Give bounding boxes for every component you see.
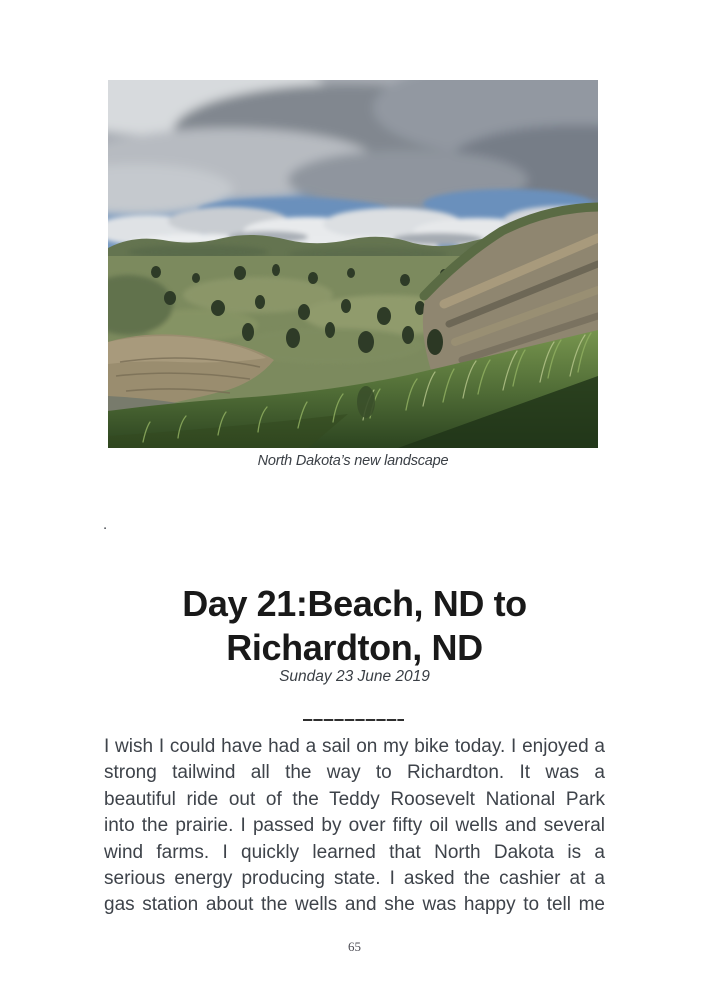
stray-period: . — [103, 516, 108, 533]
body-text-line: into the prairie. I passed by over fifty oil wells and several — [104, 815, 605, 837]
landscape-photo — [108, 80, 598, 448]
page-title-line-1: Day 21:Beach, ND to — [182, 583, 527, 624]
body-text-line: wind farms. I quickly learned that North Dakota is a — [104, 841, 605, 863]
body-text-line: beautiful ride out of the Teddy Roosevelt National Park — [104, 788, 605, 810]
article-date: Sunday 23 June 2019 — [279, 668, 430, 685]
landscape-photo-art — [108, 80, 598, 448]
page-title — [0, 582, 709, 670]
body-text-line: gas station about the wells and she was happy to tell me — [104, 894, 605, 916]
body-text-line: strong tailwind all the way to Richardton. It was a — [104, 762, 605, 784]
photo-caption: North Dakota’s new landscape — [257, 453, 449, 469]
body-text-line: serious energy producing state. I asked the cashier at a — [104, 868, 605, 890]
page-number: 65 — [348, 939, 361, 954]
article-body — [104, 734, 605, 919]
section-divider — [303, 719, 404, 721]
body-text-line: I wish I could have had a sail on my bike today. I enjoyed a — [104, 736, 605, 757]
page-title-line-2: Richardton, ND — [226, 627, 483, 668]
